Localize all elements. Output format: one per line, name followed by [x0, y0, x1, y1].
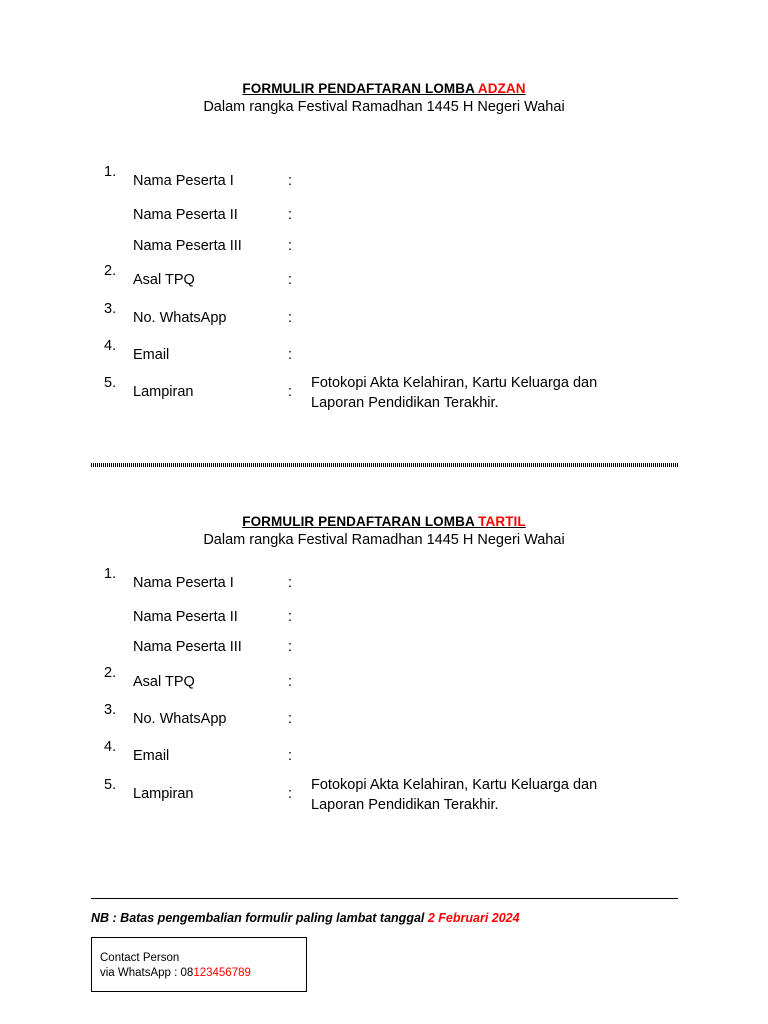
- field-number: 5.: [104, 777, 117, 793]
- field-label: Nama Peserta II: [133, 207, 238, 223]
- field-number: 3.: [104, 301, 117, 317]
- form-subtitle: Dalam rangka Festival Ramadhan 1445 H Negeri Wahai: [203, 99, 565, 115]
- field-colon: :: [288, 238, 293, 254]
- field-row-nama-peserta-1: [0, 566, 768, 599]
- dotted-cut-line: [91, 463, 678, 467]
- field-row-email: [0, 338, 768, 371]
- field-colon: :: [288, 711, 293, 727]
- field-colon: :: [288, 639, 293, 655]
- form-subtitle: Dalam rangka Festival Ramadhan 1445 H Negeri Wahai: [203, 532, 565, 548]
- field-label: No. WhatsApp: [133, 310, 227, 326]
- field-colon: :: [288, 310, 293, 326]
- field-colon: :: [288, 173, 293, 189]
- field-row-lampiran: [0, 777, 768, 813]
- field-row-nama-peserta-2: [0, 207, 768, 231]
- field-colon: :: [288, 748, 293, 764]
- field-value-lampiran: Fotokopi Akta Kelahiran, Kartu Keluarga dan Laporan Pendidikan Terakhir.: [311, 375, 598, 411]
- deadline-note: NB : Batas pengembalian formulir paling lambat tanggal 2 Februari 2024: [91, 911, 520, 925]
- field-colon: :: [288, 347, 293, 363]
- contact-number: 123456789: [193, 967, 251, 979]
- contact-label: Contact Person: [100, 952, 180, 964]
- footer-divider: [91, 898, 678, 899]
- field-colon: :: [288, 384, 293, 400]
- field-number: 5.: [104, 375, 117, 391]
- field-number: 2.: [104, 665, 117, 681]
- field-row-nama-peserta-2: [0, 609, 768, 633]
- field-colon: :: [288, 674, 293, 690]
- form-title-adzan: FORMULIR PENDAFTARAN LOMBA ADZAN: [242, 81, 526, 96]
- field-row-asal-tpq: [0, 263, 768, 296]
- field-row-whatsapp: [0, 301, 768, 334]
- field-colon: :: [288, 786, 293, 802]
- field-label: Nama Peserta II: [133, 609, 238, 625]
- field-colon: :: [288, 575, 293, 591]
- field-label: Email: [133, 748, 170, 764]
- field-number: 1.: [104, 164, 117, 180]
- field-row-asal-tpq: [0, 665, 768, 698]
- field-row-nama-peserta-3: [0, 238, 768, 262]
- field-value-lampiran: Fotokopi Akta Kelahiran, Kartu Keluarga dan Laporan Pendidikan Terakhir.: [311, 777, 598, 813]
- field-colon: :: [288, 609, 293, 625]
- field-label: Lampiran: [133, 384, 194, 400]
- field-label: Nama Peserta III: [133, 639, 242, 655]
- contact-whatsapp: via WhatsApp : 08123456789: [100, 967, 251, 979]
- form-title-highlight: ADZAN: [477, 81, 526, 96]
- field-label: Nama Peserta III: [133, 238, 242, 254]
- field-number: 4.: [104, 338, 117, 354]
- field-row-nama-peserta-3: [0, 639, 768, 663]
- contact-person-box: [91, 937, 307, 992]
- field-label: Lampiran: [133, 786, 194, 802]
- field-label: Asal TPQ: [133, 272, 195, 288]
- field-number: 3.: [104, 702, 117, 718]
- field-row-email: [0, 739, 768, 772]
- field-row-whatsapp: [0, 702, 768, 735]
- field-number: 1.: [104, 566, 117, 582]
- field-label: Nama Peserta I: [133, 575, 234, 591]
- field-label: Email: [133, 347, 170, 363]
- field-colon: :: [288, 207, 293, 223]
- field-label: No. WhatsApp: [133, 711, 227, 727]
- form-title-highlight: TARTIL: [478, 514, 526, 529]
- field-number: 2.: [104, 263, 117, 279]
- field-row-lampiran: [0, 375, 768, 411]
- field-colon: :: [288, 272, 293, 288]
- field-row-nama-peserta-1: [0, 164, 768, 197]
- deadline-date: 2 Februari 2024: [427, 911, 520, 925]
- field-label: Nama Peserta I: [133, 173, 234, 189]
- field-number: 4.: [104, 739, 117, 755]
- field-label: Asal TPQ: [133, 674, 195, 690]
- form-title-tartil: FORMULIR PENDAFTARAN LOMBA TARTIL: [242, 514, 526, 529]
